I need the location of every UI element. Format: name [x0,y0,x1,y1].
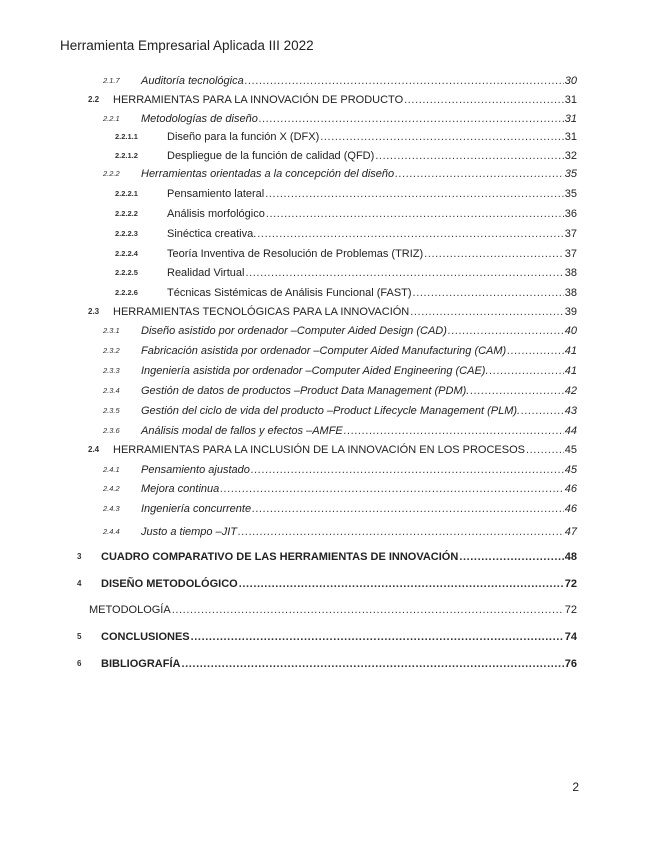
toc-entry-page: 39 [564,306,577,318]
toc-entry-number: 2.2.1.2 [115,151,138,160]
toc-entry-number: 2.3.6 [103,426,120,435]
toc-entry[interactable] [0,225,655,243]
toc-entry-line [101,628,577,646]
toc-entry[interactable] [0,523,655,541]
dot-leader [239,575,564,593]
dot-leader [526,441,564,459]
dot-leader [259,110,564,128]
dot-leader [404,91,564,109]
toc-entry-number: 2.4.4 [103,527,120,536]
toc-entry-page: 31 [564,113,577,125]
toc-entry-title: Técnicas Sistémicas de Análisis Funcional (FAST) [167,287,412,299]
toc-entry-page: 43 [564,405,577,417]
toc-entry-page: 42 [564,385,577,397]
dot-leader [459,548,563,566]
toc-entry-number: 2.2.2.3 [115,229,138,238]
toc-entry-title: Análisis morfológico [167,208,265,220]
dot-leader [424,245,564,263]
toc-entry-line [167,205,577,223]
dot-leader [410,303,564,321]
toc-entry-page: 40 [564,325,577,337]
toc-entry-line [141,382,577,400]
toc-entry[interactable] [0,548,655,566]
toc-entry-title: Pensamiento lateral [167,188,265,200]
toc-entry-line [101,575,577,593]
toc-entry-page: 31 [564,131,577,143]
toc-entry-number: 2.3.1 [103,326,120,335]
toc-entry-title: CUADRO COMPARATIVO DE LAS HERRAMIENTAS DE INNOVACIÓN [101,551,459,563]
toc-entry-line [101,655,577,673]
toc-entry-title: Auditoría tecnológica [141,75,244,87]
toc-entry-title: HERRAMIENTAS PARA LA INNOVACIÓN DE PRODUCTO [113,94,404,106]
dot-leader [245,264,563,282]
toc-entry-page: 74 [564,631,577,643]
toc-entry[interactable] [0,480,655,498]
toc-entry[interactable] [0,205,655,223]
dot-leader [320,128,564,146]
toc-entry-page: 36 [564,208,577,220]
dot-leader [238,523,564,541]
toc-entry[interactable] [0,575,655,593]
toc-entry-number: 2.2.2.1 [115,189,138,198]
toc-entry-line [141,500,577,518]
toc-entry[interactable] [0,110,655,128]
toc-entry[interactable] [0,245,655,263]
toc-entry[interactable] [0,382,655,400]
toc-entry-page: 46 [564,483,577,495]
toc-entry-page: 48 [564,551,577,563]
toc-entry-title: CONCLUSIONES [101,631,190,643]
toc-entry-title: Metodologías de diseño [141,113,258,125]
toc-entry-number: 2.3.2 [103,346,120,355]
toc-entry-number: 2.2.1 [103,114,120,123]
toc-entry-title: Pensamiento ajustado [141,464,250,476]
toc-entry-page: 32 [564,150,577,162]
toc-entry-number: 2.3.3 [103,366,120,375]
toc-entry[interactable] [0,91,655,109]
toc-entry-page: 72 [564,604,577,616]
toc-entry[interactable] [0,342,655,360]
toc-entry-number: 2.2.2.2 [115,209,138,218]
toc-entry-page: 41 [564,365,577,377]
toc-entry[interactable] [0,500,655,518]
toc-entry-page: 45 [564,444,577,456]
toc-entry-page: 35 [564,168,577,180]
toc-entry[interactable] [0,264,655,282]
toc-entry-number: 2.4.3 [103,504,120,513]
dot-leader [245,72,564,90]
toc-entry-number: 2.4.1 [103,465,120,474]
toc-entry-title: HERRAMIENTAS PARA LA INCLUSIÓN DE LA INNOVACIÓN EN LOS PROCESOS [113,444,525,456]
toc-entry[interactable] [0,601,655,619]
page-number: 2 [572,780,579,794]
toc-entry[interactable] [0,72,655,90]
toc-entry-title: Justo a tiempo –JIT [141,526,237,538]
toc-entry[interactable] [0,628,655,646]
toc-entry-line [141,523,577,541]
toc-entry-page: 47 [564,526,577,538]
toc-entry[interactable] [0,303,655,321]
toc-entry[interactable] [0,322,655,340]
toc-entry-line [141,342,577,360]
toc-entry[interactable] [0,165,655,183]
dot-leader [490,362,564,380]
toc-entry-title: Despliegue de la función de calidad (QFD) [167,150,375,162]
toc-entry-line [113,303,577,321]
toc-entry-number: 2.3 [88,307,100,316]
toc-entry-number: 2.2.2.6 [115,288,138,297]
toc-entry-title: Diseño para la función X (DFX) [167,131,320,143]
toc-entry-number: 2.4 [88,445,100,454]
dot-leader [265,185,564,203]
toc-entry-page: 76 [564,658,577,670]
running-header: Herramienta Empresarial Aplicada III 2022 [60,38,314,53]
toc-entry-number: 2.1.7 [103,76,120,85]
toc-entry-title: Gestión de datos de productos –Product Data Management (PDM). [141,385,470,397]
toc-entry-page: 46 [564,503,577,515]
toc-entry-page: 45 [564,464,577,476]
toc-entry-title: BIBLIOGRAFÍA [101,658,181,670]
toc-entry-number: 2.3.4 [103,386,120,395]
toc-entry[interactable] [0,422,655,440]
toc-entry[interactable] [0,185,655,203]
dot-leader [521,402,564,420]
toc-entry-number: 2.2.2 [103,169,120,178]
toc-entry-page: 35 [564,188,577,200]
toc-entry-line [141,165,577,183]
toc-entry[interactable] [0,128,655,146]
toc-entry[interactable] [0,284,655,302]
dot-leader [375,147,563,165]
dot-leader [257,225,563,243]
toc-entry-number: 3 [77,552,82,561]
toc-entry-title: Diseño asistido por ordenador –Computer Aided Design (CAD) [141,325,447,337]
toc-entry-number: 2.2 [88,95,100,104]
toc-entry-title: Sinéctica creativa. [167,228,257,240]
toc-entry-page: 72 [564,578,577,590]
toc-entry-page: 38 [564,267,577,279]
toc-entry-page: 41 [564,345,577,357]
toc-entry-title: Mejora continua [141,483,220,495]
toc-entry-line [167,147,577,165]
toc-entry-line [167,225,577,243]
toc-entry-number: 2.3.5 [103,406,120,415]
toc-entry-number: 4 [77,579,82,588]
toc-entry-title: Análisis modal de fallos y efectos –AMFE [141,425,343,437]
dot-leader [191,628,564,646]
toc-entry-number: 5 [77,632,82,641]
toc-entry-line [113,91,577,109]
toc-entry-line [141,362,577,380]
toc-entry-title: HERRAMIENTAS TECNOLÓGICAS PARA LA INNOVACIÓN [113,306,410,318]
toc-entry-title: Realidad Virtual [167,267,245,279]
toc-entry[interactable] [0,441,655,459]
toc-entry-title: METODOLOGÍA [89,604,171,616]
toc-entry-number: 2.4.2 [103,484,120,493]
dot-leader [220,480,563,498]
toc-entry-page: 44 [564,425,577,437]
toc-entry-line [141,322,577,340]
toc-entry-line [141,480,577,498]
toc-entry-line [167,264,577,282]
toc-entry-line [141,461,577,479]
dot-leader [507,342,564,360]
dot-leader [470,382,563,400]
toc-entry-page: 37 [564,248,577,260]
dot-leader [413,284,564,302]
toc-entry-title: DISEÑO METODOLÓGICO [101,578,238,590]
toc-entry-line [113,441,577,459]
toc-entry-title: Ingeniería concurrente [141,503,252,515]
toc-entry[interactable] [0,461,655,479]
toc-entry-page: 30 [564,75,577,87]
toc-entry-line [167,245,577,263]
toc-entry-number: 2.2.2.5 [115,268,138,277]
toc-entry-line [89,601,577,619]
toc-entry[interactable] [0,362,655,380]
dot-leader [251,461,564,479]
toc-entry-number: 2.2.1.1 [115,132,138,141]
toc-entry[interactable] [0,655,655,673]
toc-entry-title: Teoría Inventiva de Resolución de Problemas (TRIZ) [167,248,424,260]
toc-entry[interactable] [0,402,655,420]
toc-entry-line [167,128,577,146]
toc-entry-title: Fabricación asistida por ordenador –Computer Aided Manufacturing (CAM) [141,345,507,357]
toc-entry-number: 2.2.2.4 [115,249,138,258]
toc-entry-line [141,422,577,440]
toc-entry-line [141,72,577,90]
toc-entry[interactable] [0,147,655,165]
toc-entry-line [101,548,577,566]
toc-entry-line [167,185,577,203]
dot-leader [172,601,564,619]
dot-leader [181,655,563,673]
toc-entry-line [141,402,577,420]
toc-entry-line [141,110,577,128]
dot-leader [395,165,564,183]
dot-leader [448,322,564,340]
toc-entry-line [167,284,577,302]
toc-entry-number: 6 [77,659,82,668]
dot-leader [266,205,564,223]
toc-entry-title: Ingeniería asistida por ordenador –Computer Aided Engineering (CAE). [141,365,489,377]
toc-entry-title: Gestión del ciclo de vida del producto –Product Lifecycle Management (PLM). [141,405,521,417]
toc-entry-page: 31 [564,94,577,106]
dot-leader [252,500,564,518]
toc-entry-title: Herramientas orientadas a la concepción del diseño [141,168,395,180]
toc-entry-page: 37 [564,228,577,240]
toc-entry-page: 38 [564,287,577,299]
dot-leader [344,422,564,440]
